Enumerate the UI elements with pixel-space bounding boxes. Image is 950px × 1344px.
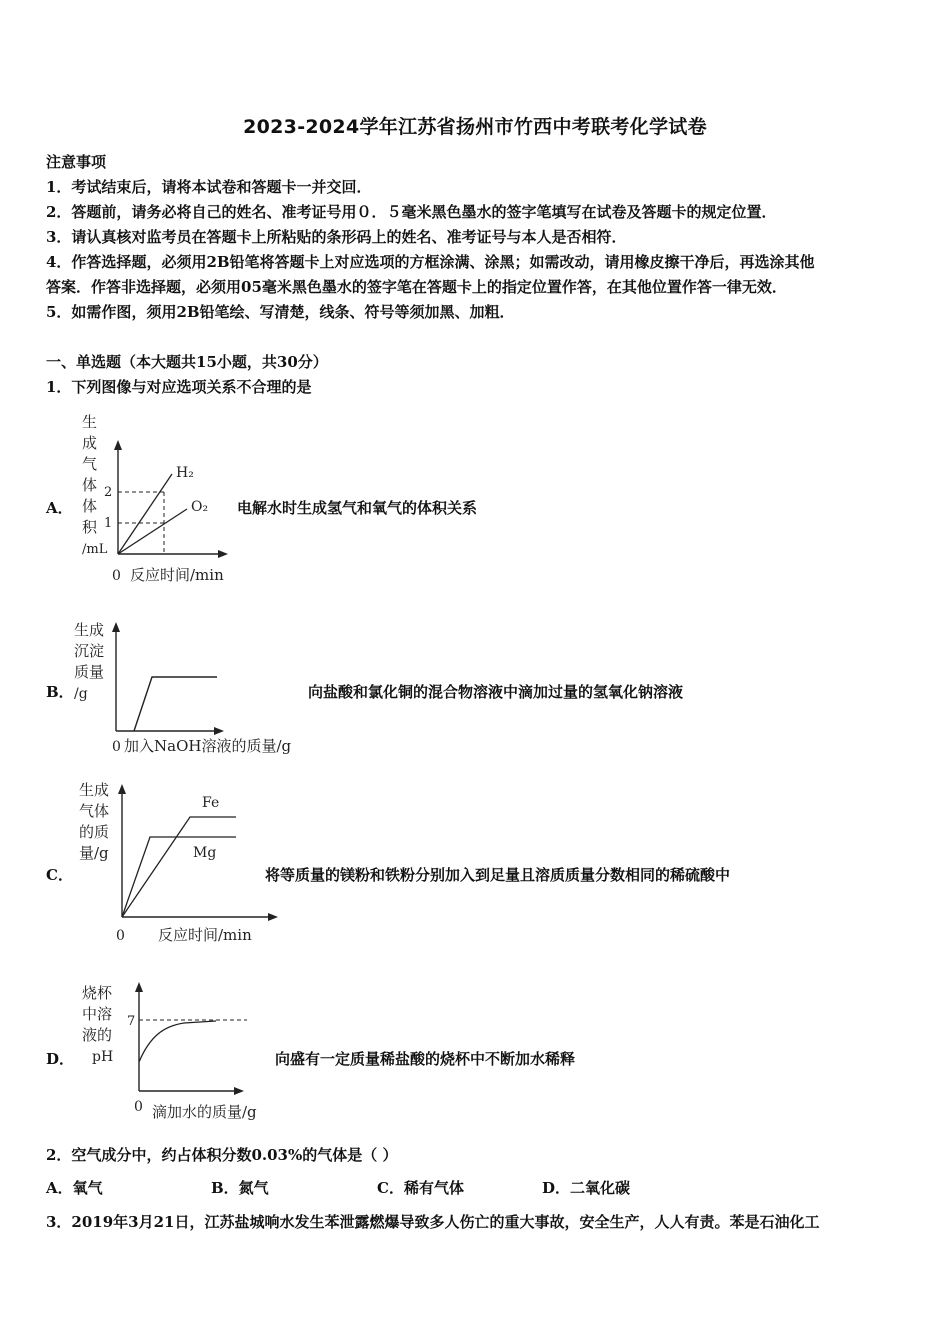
- graph-b-xlabel: 加入NaOH溶液的质量/g: [124, 737, 292, 755]
- graph-d-ylabel: 液的: [82, 1026, 113, 1044]
- choice-b: B．氮气: [211, 1179, 269, 1197]
- note-item: 5．如需作图，须用2B铅笔绘、写清楚，线条、符号等须加黑、加粗．: [46, 303, 515, 321]
- graph-a-ylabel: 体: [82, 497, 98, 515]
- graph-d-origin: 0: [134, 1099, 143, 1115]
- section-heading: 一、单选题（本大题共15小题，共30分）: [46, 353, 328, 371]
- graph-d-ylabel: 中溶: [82, 1005, 113, 1023]
- graph-b-ylabel: /g: [74, 686, 88, 702]
- graph-a-line-o2: [118, 509, 187, 554]
- graph-a-origin: 0: [112, 568, 121, 584]
- graph-c-series: Mg: [193, 845, 217, 861]
- graph-c-ylabel: 量/g: [79, 844, 109, 862]
- graph-a-ylabel: 体: [82, 476, 98, 494]
- graph-a-ylabel: 生: [82, 413, 98, 431]
- page-title: 2023-2024学年江苏省扬州市竹西中考联考化学试卷: [243, 116, 707, 138]
- graph-b-x-arrow: [214, 727, 224, 735]
- graph-b-origin: 0: [112, 739, 121, 755]
- graph-c-ylabel: 气体: [79, 802, 110, 820]
- option-a-letter: A．: [46, 499, 73, 517]
- graph-a-series: H₂: [176, 465, 194, 481]
- choice-a: A．氧气: [46, 1179, 103, 1197]
- graph-c-ylabel: 的质: [79, 823, 110, 841]
- graph-a-ylabel: /mL: [82, 542, 108, 557]
- graph-b-ylabel: 质量: [74, 663, 105, 681]
- option-c-desc: 将等质量的镁粉和铁粉分别加入到足量且溶质质量分数相同的稀硫酸中: [265, 866, 731, 884]
- graph-d-y-arrow: [135, 982, 143, 992]
- graph-c-series: Fe: [202, 795, 220, 811]
- graph-c-line-mg: [122, 837, 236, 917]
- option-c-letter: C．: [46, 866, 73, 884]
- graph-d-x-arrow: [234, 1087, 244, 1095]
- graph-c-origin: 0: [116, 928, 125, 944]
- graph-b: [72, 618, 312, 762]
- graph-a-ylabel: 成: [82, 434, 98, 452]
- question-stem: 2．空气成分中，约占体积分数0.03%的气体是（ ）: [46, 1146, 398, 1164]
- option-d-letter: D．: [46, 1050, 75, 1068]
- graph-b-curve: [134, 677, 217, 731]
- graph-c: [72, 776, 272, 952]
- graph-d-xlabel: 滴加水的质量/g: [152, 1103, 257, 1121]
- note-item: 2．答题前，请务必将自己的姓名、准考证号用０．５毫米黑色墨水的签字笔填写在试卷及答题卡的规定位置．: [46, 203, 777, 221]
- graph-a-ylabel: 气: [82, 455, 98, 473]
- note-item: 3．请认真核对监考员在答题卡上所粘贴的条形码上的姓名、准考证号与本人是否相符．: [46, 228, 627, 246]
- graph-a-ylabel: 积: [82, 518, 98, 536]
- graph-a-tick: 2: [104, 485, 113, 500]
- graph-a-xlabel: 反应时间/min: [130, 566, 224, 584]
- graph-a: [72, 410, 242, 594]
- question-stem: 1．下列图像与对应选项关系不合理的是: [46, 378, 312, 396]
- choice-d: D．二氧化碳: [542, 1179, 631, 1197]
- note-item: 答案．作答非选择题，必须用05毫米黑色墨水的签字笔在答题卡上的指定位置作答，在其他位置作答一律无效．: [46, 278, 787, 296]
- option-b-letter: B．: [46, 683, 74, 701]
- graph-c-y-arrow: [118, 784, 126, 794]
- graph-c-x-arrow: [268, 913, 278, 921]
- notes-heading: 注意事项: [46, 153, 107, 171]
- choice-c: C．稀有气体: [377, 1179, 464, 1197]
- question-stem: 3．2019年3月21日，江苏盐城响水发生苯泄露燃爆导致多人伤亡的重大事故，安全生产，人人有责。苯是石油化工: [46, 1213, 820, 1231]
- graph-d-ylabel: 烧杯: [82, 984, 113, 1002]
- graph-a-series: O₂: [191, 499, 209, 515]
- note-item: 4．作答选择题，必须用2B铅笔将答题卡上对应选项的方框涂满、涂黑；如需改动，请用橡皮擦干净后，再选涂其他: [46, 253, 815, 271]
- graph-c-ylabel: 生成: [79, 781, 110, 799]
- option-d-desc: 向盛有一定质量稀盐酸的烧杯中不断加水稀释: [275, 1050, 576, 1068]
- graph-b-y-arrow: [112, 622, 120, 632]
- graph-d-curve: [139, 1021, 216, 1062]
- graph-d-tick: 7: [127, 1014, 136, 1029]
- graph-b-ylabel: 生成: [74, 621, 105, 639]
- graph-b-ylabel: 沉淀: [74, 642, 105, 660]
- option-b-desc: 向盐酸和氯化铜的混合物溶液中滴加过量的氢氧化钠溶液: [308, 683, 684, 701]
- graph-d: [72, 980, 272, 1129]
- graph-a-y-arrow: [114, 440, 122, 450]
- option-a-desc: 电解水时生成氢气和氧气的体积关系: [237, 499, 478, 517]
- graph-c-xlabel: 反应时间/min: [158, 926, 252, 944]
- note-item: 1．考试结束后，请将本试卷和答题卡一并交回．: [46, 178, 372, 196]
- graph-a-x-arrow: [218, 550, 228, 558]
- graph-d-ylabel: pH: [92, 1049, 114, 1065]
- graph-a-tick: 1: [104, 516, 113, 531]
